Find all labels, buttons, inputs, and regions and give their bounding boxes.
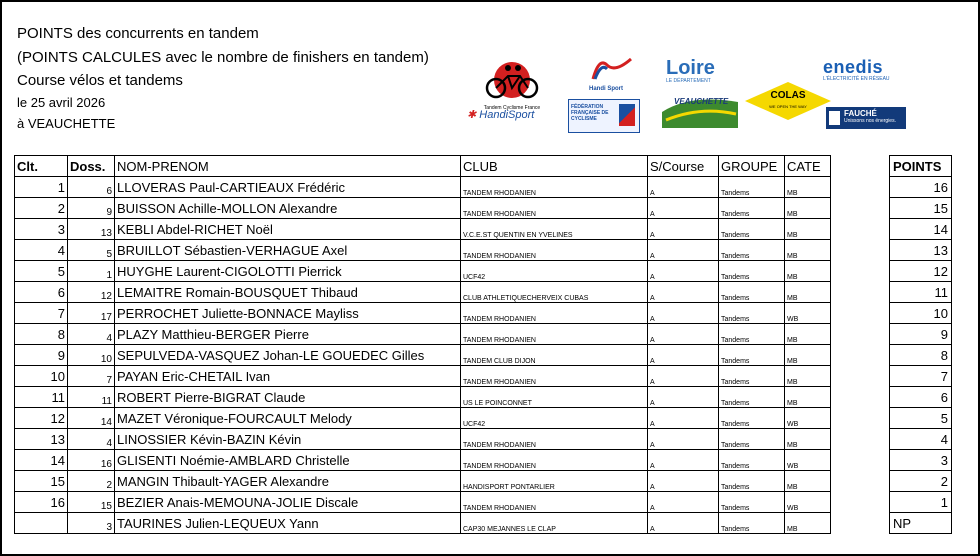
cell-cate: MB [785, 177, 831, 198]
cell-grp: Tandems [719, 450, 785, 471]
points-value: 4 [890, 429, 952, 450]
cell-club: UCF42 [461, 261, 648, 282]
cell-clt: 16 [15, 492, 68, 513]
cell-club: TANDEM RHODANIEN [461, 177, 648, 198]
tandem-logo [467, 58, 552, 128]
cell-cate: MB [785, 240, 831, 261]
ffc-logo [568, 99, 640, 133]
cell-nom: SEPULVEDA-VASQUEZ Johan-LE GOUEDEC Gilles [115, 345, 461, 366]
cell-grp: Tandems [719, 240, 785, 261]
cell-cate: MB [785, 366, 831, 387]
cell-club: US LE POINCONNET [461, 387, 648, 408]
colas-logo [745, 82, 831, 120]
table-row [15, 303, 831, 324]
cell-doss: 7 [68, 366, 115, 387]
points-row [890, 303, 952, 324]
cell-club: TANDEM RHODANIEN [461, 492, 648, 513]
loire-sub-text: LE DÉPARTEMENT [666, 78, 711, 84]
cell-cate: WB [785, 408, 831, 429]
cell-club: TANDEM RHODANIEN [461, 429, 648, 450]
points-row [890, 450, 952, 471]
points-row [890, 324, 952, 345]
cell-club: TANDEM RHODANIEN [461, 198, 648, 219]
cell-cate: MB [785, 345, 831, 366]
cell-clt: 15 [15, 471, 68, 492]
tandem-bike-icon [472, 58, 552, 104]
table-row [15, 471, 831, 492]
cell-doss: 1 [68, 261, 115, 282]
points-value: 12 [890, 261, 952, 282]
cell-cate: MB [785, 198, 831, 219]
col-cate-header: CATE [785, 156, 831, 177]
cell-clt: 7 [15, 303, 68, 324]
points-value: 2 [890, 471, 952, 492]
points-value: 1 [890, 492, 952, 513]
cell-grp: Tandems [719, 387, 785, 408]
cell-club: V.C.E.ST QUENTIN EN YVELINES [461, 219, 648, 240]
cell-club: CLUB ATHLETIQUECHERVEIX CUBAS [461, 282, 648, 303]
cell-doss: 4 [68, 429, 115, 450]
table-row [15, 450, 831, 471]
cell-doss: 16 [68, 450, 115, 471]
enedis-logo [823, 58, 907, 84]
table-row [15, 177, 831, 198]
points-value: 16 [890, 177, 952, 198]
col-scourse-header: S/Course [648, 156, 719, 177]
cell-club: TANDEM RHODANIEN [461, 450, 648, 471]
cell-club: TANDEM RHODANIEN [461, 303, 648, 324]
cell-nom: BUISSON Achille-MOLLON Alexandre [115, 198, 461, 219]
handisport-swoosh-icon [585, 55, 635, 81]
cell-sc: A [648, 198, 719, 219]
col-doss-header: Doss. [68, 156, 115, 177]
cell-grp: Tandems [719, 303, 785, 324]
cell-grp: Tandems [719, 219, 785, 240]
enedis-text: enedis [823, 57, 884, 77]
cell-grp: Tandems [719, 366, 785, 387]
table-row [15, 387, 831, 408]
cell-sc: A [648, 282, 719, 303]
cell-doss: 13 [68, 219, 115, 240]
cell-nom: MAZET Véronique-FOURCAULT Melody [115, 408, 461, 429]
handisport-mark-icon: ✱ [467, 109, 477, 121]
points-row [890, 408, 952, 429]
handisport-small-text: Handi Sport [589, 86, 623, 92]
cell-grp: Tandems [719, 513, 785, 534]
cell-sc: A [648, 450, 719, 471]
cell-cate: MB [785, 219, 831, 240]
cell-cate: WB [785, 303, 831, 324]
cell-cate: MB [785, 282, 831, 303]
cell-sc: A [648, 177, 719, 198]
cell-club: TANDEM RHODANIEN [461, 240, 648, 261]
loire-text: Loire [666, 57, 715, 79]
points-value: 14 [890, 219, 952, 240]
veauchette-logo [660, 92, 740, 130]
handisport-text: HandiSport [479, 109, 535, 121]
cell-clt: 11 [15, 387, 68, 408]
points-row [890, 240, 952, 261]
cell-sc: A [648, 513, 719, 534]
points-value: 11 [890, 282, 952, 303]
points-value: 9 [890, 324, 952, 345]
cell-sc: A [648, 492, 719, 513]
cell-cate: MB [785, 324, 831, 345]
cell-sc: A [648, 471, 719, 492]
table-row [15, 429, 831, 450]
cell-nom: KEBLI Abdel-RICHET Noël [115, 219, 461, 240]
cell-club: TANDEM RHODANIEN [461, 366, 648, 387]
cell-sc: A [648, 261, 719, 282]
cell-clt: 14 [15, 450, 68, 471]
cell-clt: 10 [15, 366, 68, 387]
ffc-flag-icon [619, 104, 635, 126]
table-header-row [15, 156, 831, 177]
cell-nom: HUYGHE Laurent-CIGOLOTTI Pierrick [115, 261, 461, 282]
cell-nom: MANGIN Thibault-YAGER Alexandre [115, 471, 461, 492]
cell-grp: Tandems [719, 282, 785, 303]
cell-sc: A [648, 429, 719, 450]
points-value: 3 [890, 450, 952, 471]
points-row [890, 429, 952, 450]
cell-sc: A [648, 408, 719, 429]
table-row [15, 240, 831, 261]
points-value: NP [890, 513, 952, 534]
cell-doss: 17 [68, 303, 115, 324]
cell-clt: 3 [15, 219, 68, 240]
cell-clt: 8 [15, 324, 68, 345]
cell-grp: Tandems [719, 492, 785, 513]
cell-clt: 9 [15, 345, 68, 366]
colas-diamond-icon [745, 82, 831, 120]
cell-doss: 15 [68, 492, 115, 513]
table-row [15, 324, 831, 345]
cell-nom: ROBERT Pierre-BIGRAT Claude [115, 387, 461, 408]
cell-cate: MB [785, 429, 831, 450]
points-row [890, 513, 952, 534]
cell-sc: A [648, 387, 719, 408]
cell-nom: GLISENTI Noémie-AMBLARD Christelle [115, 450, 461, 471]
cell-doss: 14 [68, 408, 115, 429]
cell-doss: 3 [68, 513, 115, 534]
cell-sc: A [648, 240, 719, 261]
cell-cate: MB [785, 261, 831, 282]
cell-sc: A [648, 303, 719, 324]
cell-grp: Tandems [719, 471, 785, 492]
cell-grp: Tandems [719, 261, 785, 282]
cell-clt: 4 [15, 240, 68, 261]
title-line-2: (POINTS CALCULES avec le nombre de finishers en tandem) [17, 49, 429, 66]
cell-cate: MB [785, 387, 831, 408]
col-club-header: CLUB [461, 156, 648, 177]
title-line-1: POINTS des concurrents en tandem [17, 25, 259, 42]
points-row [890, 387, 952, 408]
ffc-text: FÉDÉRATION FRANÇAISE DE CYCLISME [571, 104, 609, 122]
cell-club: CAP30 MEJANNES LE CLAP [461, 513, 648, 534]
cell-club: TANDEM RHODANIEN [461, 324, 648, 345]
table-row [15, 492, 831, 513]
points-row [890, 261, 952, 282]
table-row [15, 282, 831, 303]
cell-grp: Tandems [719, 177, 785, 198]
cell-nom: PLAZY Matthieu-BERGER Pierre [115, 324, 461, 345]
veauchette-text: VEAUCHETTE [674, 97, 729, 106]
cell-doss: 6 [68, 177, 115, 198]
table-row [15, 513, 831, 534]
table-row [15, 345, 831, 366]
points-row [890, 366, 952, 387]
cell-doss: 9 [68, 198, 115, 219]
cell-doss: 2 [68, 471, 115, 492]
cell-sc: A [648, 345, 719, 366]
title-line-3: Course vélos et tandems [17, 72, 183, 89]
event-place: à VEAUCHETTE [17, 116, 116, 131]
table-row [15, 219, 831, 240]
handisport-logo [467, 108, 534, 121]
cell-clt: 2 [15, 198, 68, 219]
tandem-logo-text: Tandem Cyclisme France [483, 105, 541, 111]
points-table [889, 155, 952, 534]
table-row [15, 198, 831, 219]
cell-nom: PAYAN Eric-CHETAIL Ivan [115, 366, 461, 387]
fauche-text: FAUCHÉ [844, 109, 877, 118]
points-row [890, 471, 952, 492]
col-nom-header: NOM-PRENOM [115, 156, 461, 177]
loire-logo [666, 58, 736, 86]
col-clt-header: Clt. [15, 156, 68, 177]
cell-sc: A [648, 219, 719, 240]
cell-doss: 11 [68, 387, 115, 408]
cell-grp: Tandems [719, 198, 785, 219]
cell-grp: Tandems [719, 345, 785, 366]
cell-nom: LEMAITRE Romain-BOUSQUET Thibaud [115, 282, 461, 303]
points-row [890, 219, 952, 240]
cell-cate: WB [785, 450, 831, 471]
points-value: 5 [890, 408, 952, 429]
cell-nom: PERROCHET Juliette-BONNACE Mayliss [115, 303, 461, 324]
col-groupe-header: GROUPE [719, 156, 785, 177]
cell-cate: MB [785, 513, 831, 534]
cell-clt: 12 [15, 408, 68, 429]
cell-grp: Tandems [719, 324, 785, 345]
points-row [890, 177, 952, 198]
event-date: le 25 avril 2026 [17, 95, 106, 110]
points-value: 7 [890, 366, 952, 387]
table-row [15, 261, 831, 282]
points-value: 13 [890, 240, 952, 261]
cell-club: HANDISPORT PONTARLIER [461, 471, 648, 492]
cell-sc: A [648, 366, 719, 387]
cell-grp: Tandems [719, 408, 785, 429]
points-value: 15 [890, 198, 952, 219]
points-value: 10 [890, 303, 952, 324]
cell-doss: 4 [68, 324, 115, 345]
points-row [890, 282, 952, 303]
cell-nom: BEZIER Anais-MEMOUNA-JOLIE Discale [115, 492, 461, 513]
points-header: POINTS [890, 156, 952, 177]
handisport-small-logo [585, 55, 635, 95]
fauche-sub-text: Unissons nos énergies. [844, 118, 896, 124]
colas-text: COLAS [770, 90, 806, 101]
results-table [14, 155, 831, 534]
cell-clt: 13 [15, 429, 68, 450]
cell-doss: 12 [68, 282, 115, 303]
cell-nom: TAURINES Julien-LEQUEUX Yann [115, 513, 461, 534]
cell-cate: MB [785, 471, 831, 492]
table-row [15, 366, 831, 387]
points-value: 8 [890, 345, 952, 366]
points-value: 6 [890, 387, 952, 408]
cell-clt [15, 513, 68, 534]
cell-club: TANDEM CLUB DIJON [461, 345, 648, 366]
fauche-logo [826, 107, 906, 129]
cell-nom: BRUILLOT Sébastien-VERHAGUE Axel [115, 240, 461, 261]
points-row [890, 492, 952, 513]
table-row [15, 408, 831, 429]
cell-doss: 5 [68, 240, 115, 261]
cell-clt: 6 [15, 282, 68, 303]
points-row [890, 345, 952, 366]
colas-sub-text: WE OPEN THE WAY [769, 104, 807, 109]
cell-clt: 1 [15, 177, 68, 198]
cell-sc: A [648, 324, 719, 345]
cell-cate: WB [785, 492, 831, 513]
cell-clt: 5 [15, 261, 68, 282]
cell-grp: Tandems [719, 429, 785, 450]
cell-club: UCF42 [461, 408, 648, 429]
points-row [890, 198, 952, 219]
cell-nom: LINOSSIER Kévin-BAZIN Kévin [115, 429, 461, 450]
cell-nom: LLOVERAS Paul-CARTIEAUX Frédéric [115, 177, 461, 198]
enedis-sub-text: L'ÉLECTRICITÉ EN RÉSEAU [823, 76, 890, 82]
fauche-mark-icon [829, 111, 840, 125]
cell-doss: 10 [68, 345, 115, 366]
